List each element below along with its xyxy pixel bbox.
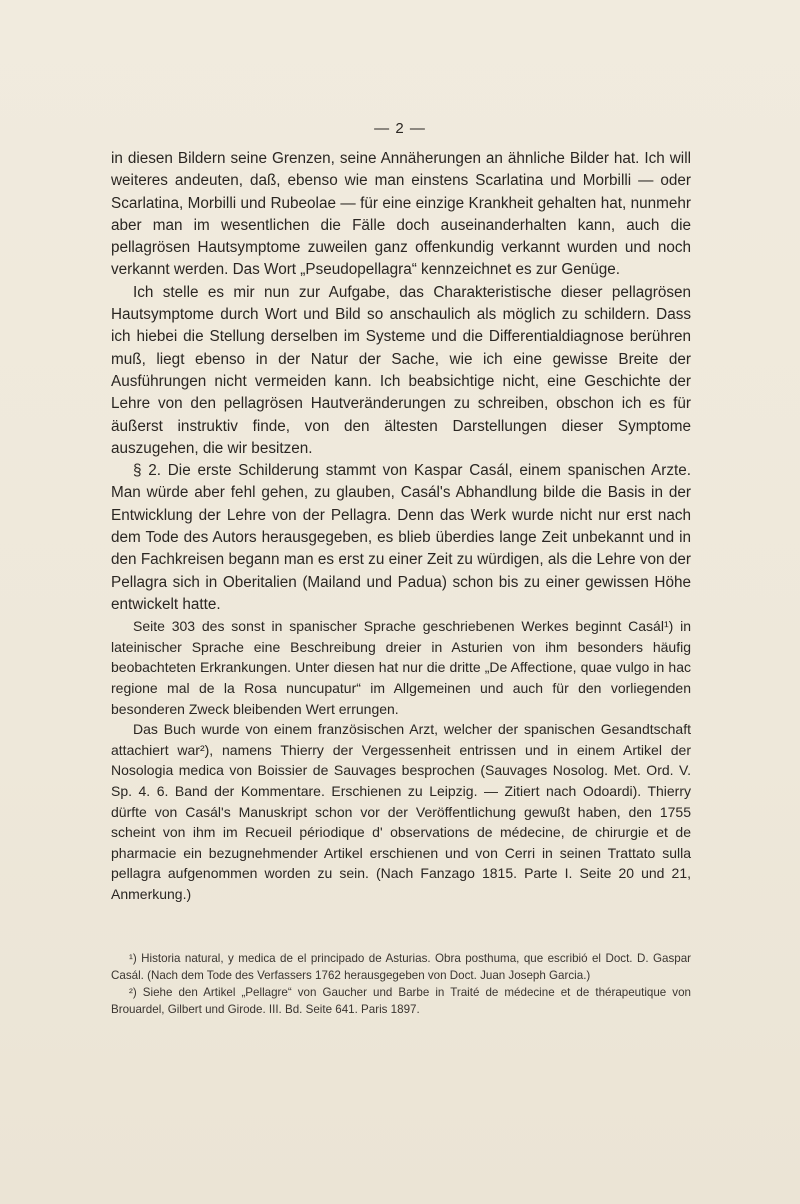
paragraph-aufgabe: Ich stelle es mir nun zur Aufgabe, das Charakteristische dieser pellagrösen Hautsymptome durch Wort und Bild so anschaulich als möglich zu schildern. Dass ich hiebei die Stellung derselben im Systeme und die Differentialdiagnose berühren muß, liegt ebenso in der Natur der Sache, wie ich eine gewisse Breite der Ausführungen nicht vermeiden kann. Ich beabsichtige nicht, eine Geschichte der Lehre von den pellagrösen Hautveränderungen zu schreiben, obschon ich es für äußerst instruktiv finde, von den ältesten Darstellungen dieser Symptome auszugehen, die wir besitzen. xyxy=(111,283,691,457)
footnote-1: ¹) Historia natural, y medica de el principado de Asturias. Obra posthuma, que escribió el Doct. D. Gaspar Casál. (Nach dem Tode des Verfassers 1762 herausgegeben von Doct. Juan Joseph Garcia.) xyxy=(111,952,691,982)
footnote-2: ²) Siehe den Artikel „Pellagre“ von Gaucher und Barbe in Traité de médecine et de thérapeutique von Brouardel, Gilbert und Girode. III. Bd. Seite 641. Paris 1897. xyxy=(111,986,691,1016)
page-number: — 2 — xyxy=(374,120,426,137)
body-text xyxy=(111,148,691,905)
paragraph-intro: in diesen Bildern seine Grenzen, seine Annäherungen an ähnliche Bilder hat. Ich will weiteres andeuten, daß, ebenso wie man einstens Scarlatina und Morbilli — oder Scarlatina, Morbilli und Rubeolae — für eine einzige Krankheit gehalten hat, nunmehr aber man im wesentlichen die Fälle doch auseinanderhalten kann, auch die pellagrösen Hautsymptome zuweilen ganz offenkundig verkannt wurden und noch verkannt werden. Das Wort „Pseudopellagra“ kennzeichnet es zur Genüge. xyxy=(111,150,691,279)
paragraph-section-2: § 2. Die erste Schilderung stammt von Kaspar Casál, einem spanischen Arzte. Man würde aber fehl gehen, zu glauben, Casál's Abhandlung bilde die Basis in der Entwicklung der Lehre von der Pellagra. Denn das Werk wurde nicht nur erst nach dem Tode des Autors herausgegeben, es blieb überdies lange Zeit unbekannt und in den Fachkreisen begann man es erst zu einer Zeit zu würdigen, als die Lehre von der Pellagra sich in Oberitalien (Mailand und Padua) schon bis zu einer gewissen Höhe entwickelt hatte. xyxy=(111,462,691,613)
paragraph-seite-303: Seite 303 des sonst in spanischer Sprache geschriebenen Werkes beginnt Casál¹) in lateinischer Sprache eine Beschreibung dreier in Asturien von ihm besonders häufig beobachteten Erkrankungen. Unter diesen hat nur die dritte „De Affectione, quae vulgo in hac regione mal de la Rosa nuncupatur“ im Allgemeinen und auch für den vorliegenden besonderen Zweck bleibenden Wert errungen. xyxy=(111,618,691,717)
paragraph-thierry: Das Buch wurde von einem französischen Arzt, welcher der spanischen Gesandtschaft attachiert war²), namens Thierry der Vergessenheit entrissen und in einem Artikel der Nosologia medica von Boissier de Sauvages besprochen (Sauvages Nosolog. Met. Ord. V. Sp. 4. 6. Band der Kommentare. Erschienen zu Leipzig. — Zitiert nach Odoardi). Thierry dürfte von Casál's Manuskript schon vor der Veröffentlichung gewußt haben, den 1755 scheint von ihm im Recueil périodique d' observations de médecine, de chirurgie et de pharmacie ein bezugnehmender Artikel erschienen und von Cerri in seinen Trattato sulla pellagra aufgenommen worden zu sein. (Nach Fanzago 1815. Parte I. Seite 20 und 21, Anmerkung.) xyxy=(111,721,691,902)
footnotes xyxy=(111,950,691,1018)
